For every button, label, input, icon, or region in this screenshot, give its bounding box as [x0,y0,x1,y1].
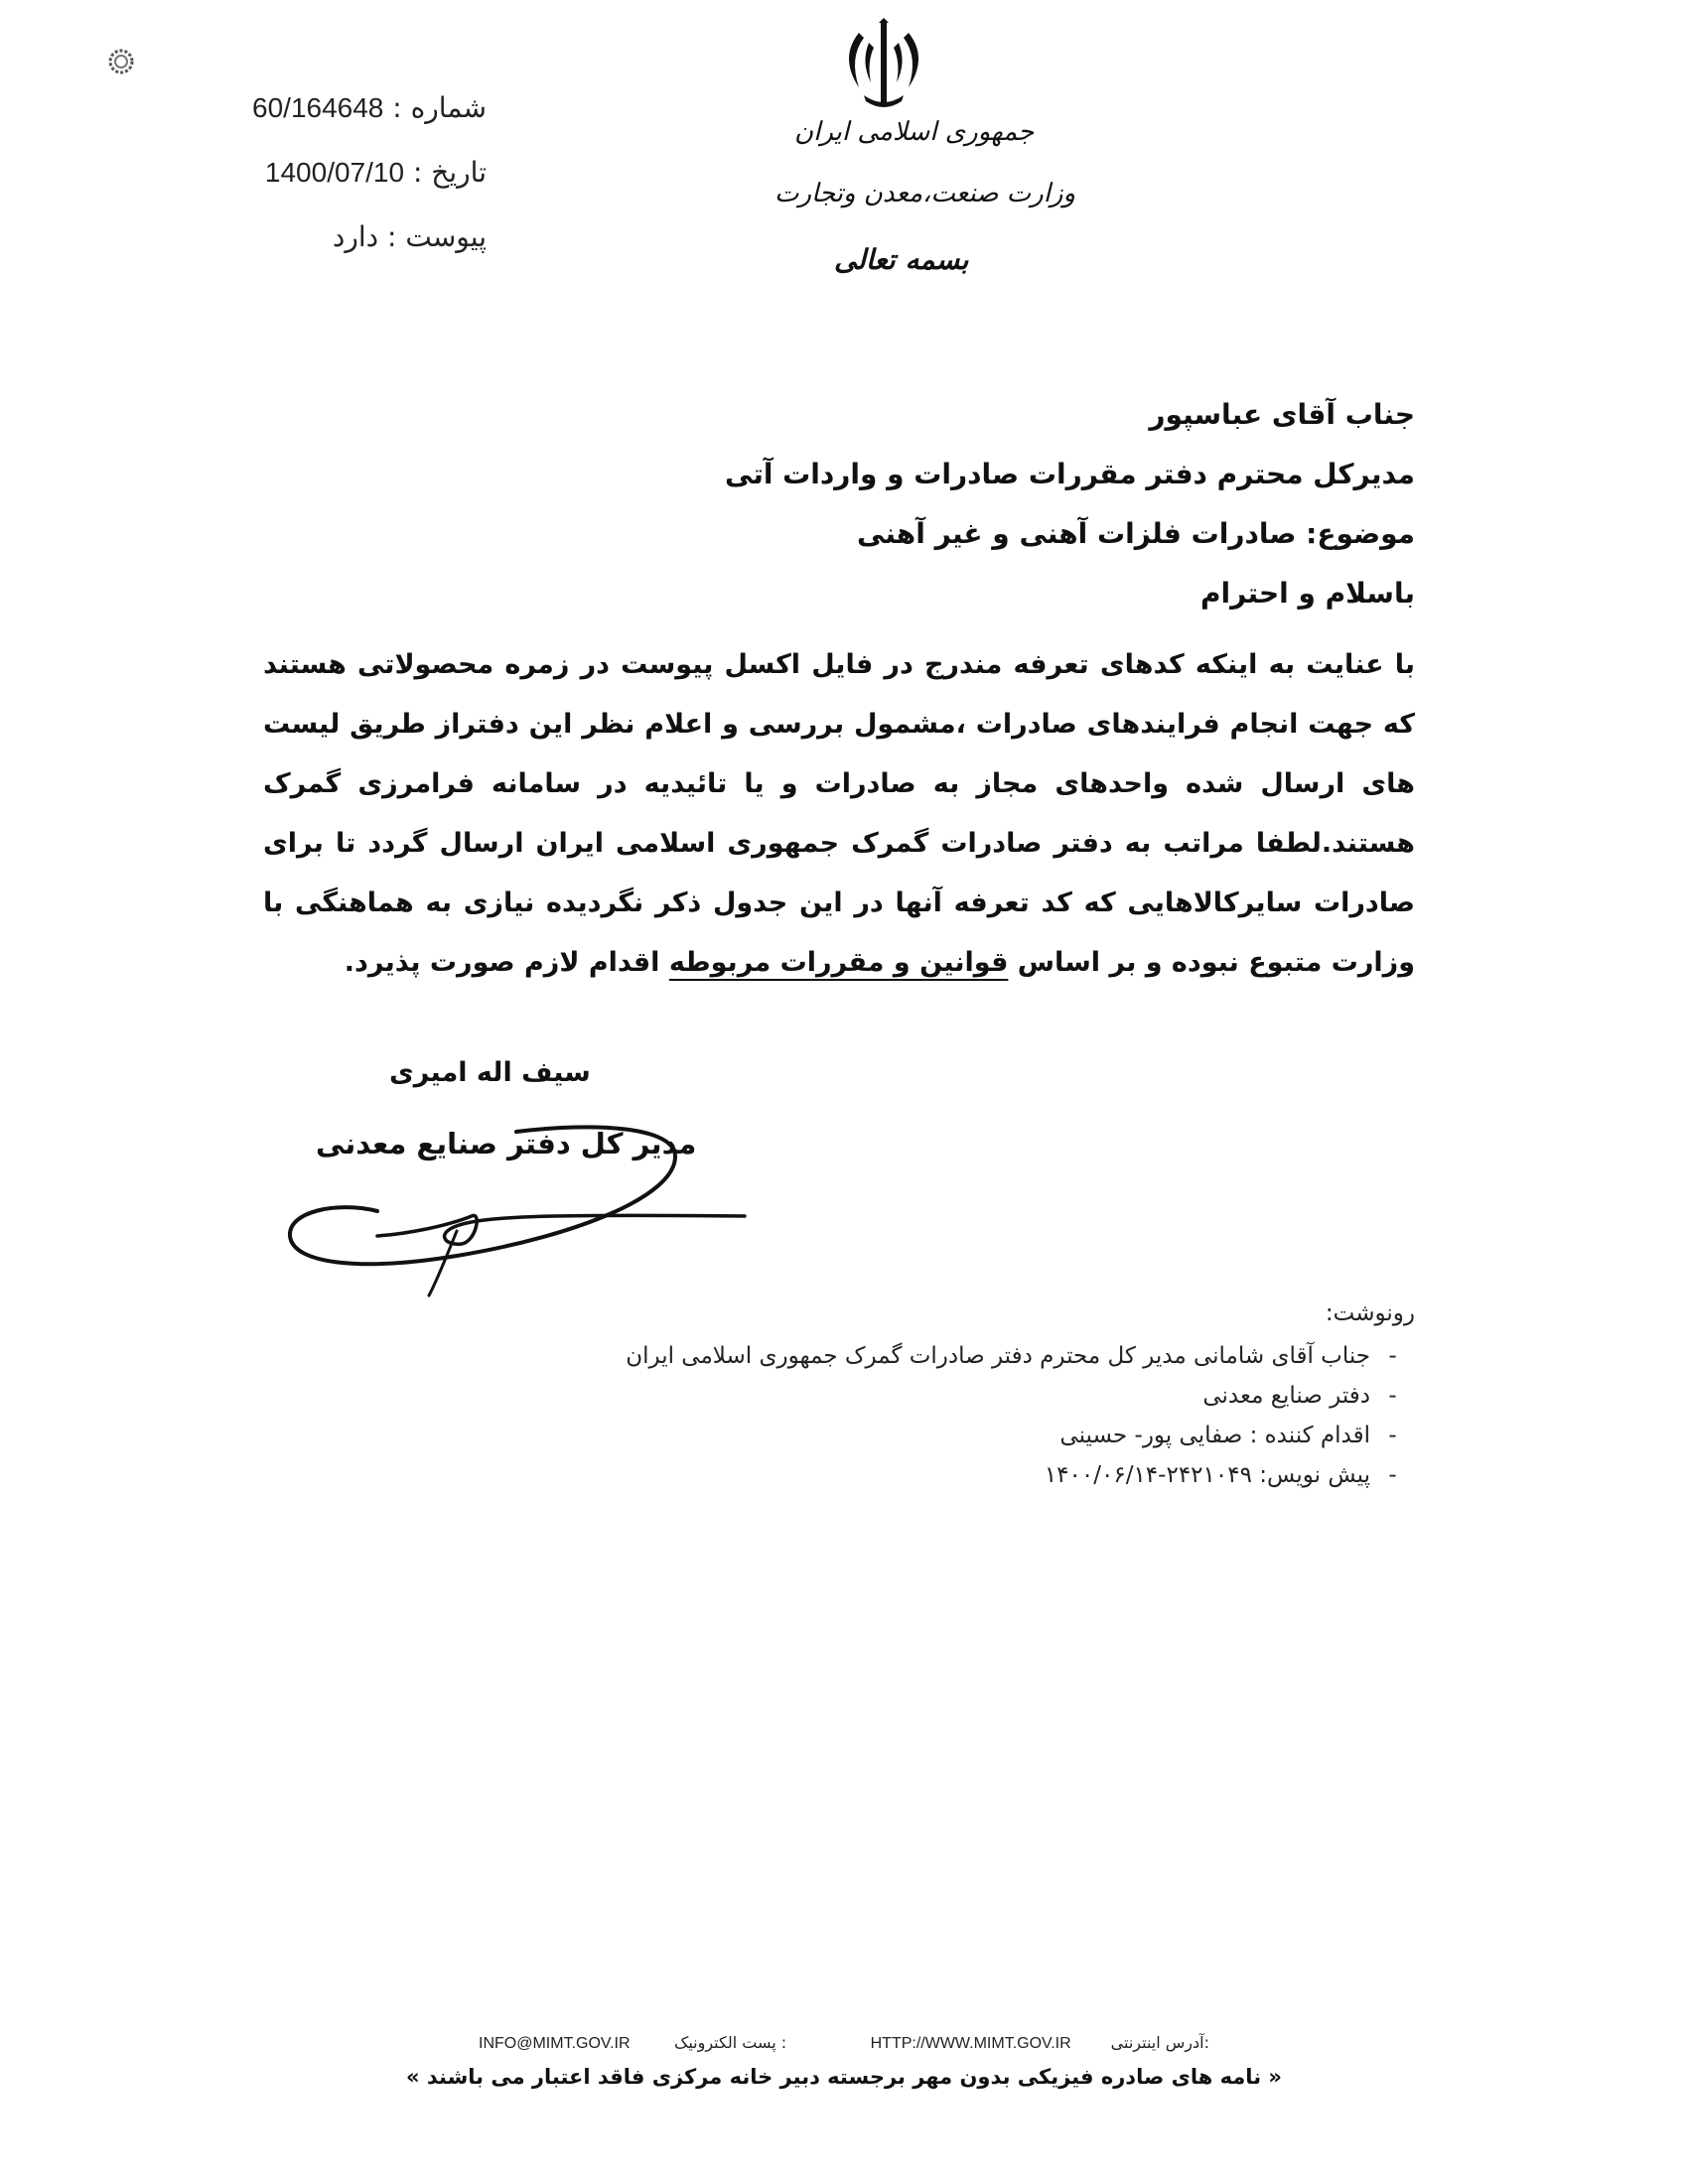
footer-note: « نامه های صادره فیزیکی بدون مهر برجسته دبیر خانه مرکزی فاقد اعتبار می باشند » [406,2065,1282,2089]
recipient-title: مدیرکل محترم دفتر مقررات صادرات و واردات آتی [724,458,1415,490]
letter-number [199,91,487,124]
footer-website: HTTP://WWW.MIMT.GOV.IR آدرس اینترنتی: [870,2033,1209,2052]
letter-body [263,385,1415,993]
number-value: 60/164648 [252,92,384,123]
seal-icon [107,48,135,75]
body-underlined: قوانین و مقررات مربوطه [668,947,1009,978]
body-paragraph [263,635,1415,993]
footer-contacts [0,2033,1688,2053]
cc-block [521,1300,1415,1495]
body-text-2: اقدام لازم صورت پذیرد. [344,947,660,978]
footer-email: INFO@MIMT.GOV.IR پست الکترونیک : [479,2033,787,2052]
header-ministry: وزارت صنعت،معدن وتجارت [774,179,1076,208]
header-invocation: بسمه تعالی [834,243,969,276]
date-label: تاریخ : [412,156,487,189]
signatory-name: سیف اله امیری [389,1057,591,1088]
cc-item: -دفتر صنایع معدنی [1202,1383,1397,1409]
signature-image [278,1117,765,1315]
cc-item: -پیش نویس: ۲۴۲۱۰۴۹-۱۴۰۰/۰۶/۱۴ [1044,1462,1397,1488]
recipient-name: جناب آقای عباسپور [1149,398,1415,431]
greeting: باسلام و احترام [1200,577,1415,610]
header-republic: جمهوری اسلامی ایران [794,117,1035,147]
iran-emblem-icon [829,18,938,117]
number-label: شماره : [392,91,487,124]
body-text-1: با عنایت به اینکه کدهای تعرفه مندرج در فایل اکسل پیوست در زمره محصولاتی هستند که جهت انجام فرایندهای صادرات ،مشمول بررسی و اعلام نظر این دفتراز طریق لیست های ارسال شده واحدهای مجاز به صادرات و یا تائیدیه در سامانه فرامرزی گمرک هستند.لطفا مراتب به دفتر صادرات گمرک جمهوری اسلامی ایران ارسال گردد تا برای صادرات سایرکالاهایی که کد تعرفه آنها در این جدول ذکر نگردیده نیازی به هماهنگی با وزارت متبوع نبوده و بر اساس [263,649,1415,978]
letter-attachment [199,220,487,253]
attachment-value: دارد [332,220,379,253]
signatory-title: مدیر کل دفتر صنایع معدنی [316,1127,697,1160]
attachment-label: پیوست : [387,220,487,253]
date-value: 1400/07/10 [264,157,405,188]
cc-title: رونوشت: [1325,1300,1415,1326]
subject-line: موضوع: صادرات فلزات آهنی و غیر آهنی [857,517,1415,550]
cc-item: -جناب آقای شامانی مدیر کل محترم دفتر صادرات گمرک جمهوری اسلامی ایران [626,1343,1397,1369]
letter-date [199,156,487,189]
cc-item: -اقدام کننده : صفایی پور- حسینی [1059,1423,1397,1448]
